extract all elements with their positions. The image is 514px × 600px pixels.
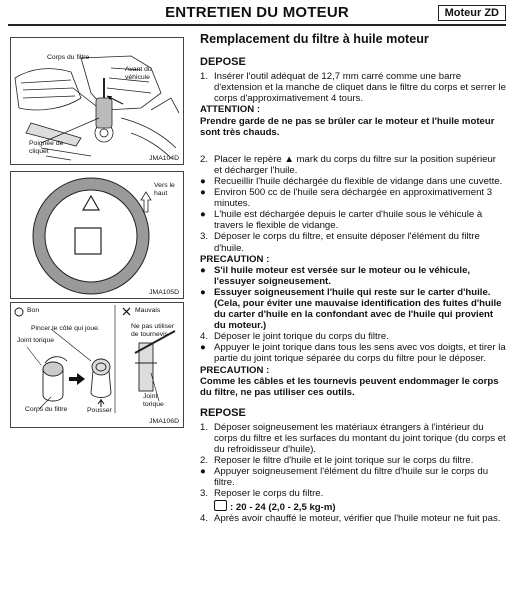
item-number: 4.	[200, 331, 209, 343]
label-ratchet-handle: Poignée de cliquet	[29, 140, 64, 155]
list-item-note	[200, 298, 506, 331]
bullet-icon: ●	[200, 264, 206, 276]
figure-ref: JMA104D	[149, 155, 179, 162]
label-oring-2: Joint torique	[143, 393, 164, 408]
list-item	[200, 187, 506, 209]
item-text: L'huile est déchargée depuis le carter d'huile sous le véhicule à travers le flexible de vidange.	[214, 209, 483, 232]
bullet-icon: ●	[200, 209, 206, 221]
label-good: Bon	[27, 307, 40, 314]
list-item	[200, 287, 506, 298]
item-text: S'il huile moteur est versée sur le moteur ou le véhicule, l'essuyer soigneusement.	[214, 264, 471, 287]
list-item	[200, 265, 506, 287]
list-item	[200, 209, 506, 231]
torque-wrench-icon	[214, 500, 227, 511]
page-title: ENTRETIEN DU MOTEUR	[165, 4, 349, 21]
item-text: Après avoir chauffé le moteur, vérifier que l'huile moteur ne fuit pas.	[214, 512, 501, 524]
item-number: 2.	[200, 455, 209, 467]
label-push: Pousser	[87, 407, 112, 414]
label-filter-body: Corps du filtre	[47, 54, 90, 61]
precaution-text: Comme les câbles et les tournevis peuvent endommager le corps du filtre, ne pas utiliser ces outils.	[200, 375, 499, 398]
item-text: Appuyer le joint torique dans tous les sens avec vos doigts, et tirer la partie du joint torique séparée du corps du filtre pour le déposer.	[214, 342, 506, 365]
attention-heading: ATTENTION :	[200, 104, 261, 116]
precaution-heading: PRECAUTION :	[200, 253, 270, 265]
label-bad: Mauvais	[135, 307, 161, 314]
section-title: Remplacement du filtre à huile moteur	[200, 32, 429, 46]
attention-text: Prendre garde de ne pas se brûler car le moteur et l'huile moteur sont très chauds.	[200, 115, 495, 138]
page-header	[8, 4, 506, 26]
item-number: 4.	[200, 512, 209, 524]
figure-oring-removal	[10, 302, 184, 428]
item-text: Environ 500 cc de l'huile sera déchargée en approximativement 3 minutes.	[214, 187, 493, 210]
list-item	[200, 488, 506, 499]
bullet-icon: ●	[200, 342, 206, 354]
list-item	[200, 455, 506, 466]
depose-heading: DEPOSE	[200, 56, 246, 69]
item-text: Essuyer soigneusement l'huile qui reste sur le carter d'huile.	[214, 286, 491, 298]
list-item	[200, 71, 506, 104]
torque-value: : 20 - 24 (2,0 - 2,5 kg-m)	[230, 501, 336, 513]
list-item	[200, 176, 506, 187]
item-text: Reposer le corps du filtre.	[214, 488, 324, 500]
item-text: Appuyer soigneusement l'élément du filtre d'huile sur le corps du filtre.	[214, 466, 489, 489]
item-text: Recueillir l'huile déchargée du flexible de vidange dans une cuvette.	[214, 175, 503, 187]
item-number: 1.	[200, 421, 209, 433]
precaution-heading: PRECAUTION :	[200, 364, 270, 376]
item-text: (Cela, pour éviter une mauvaise identification des fuites d'huile du carter d'huile en la confondant avec de l'huile qui provient du moteur.)	[214, 297, 502, 332]
procedure-column	[200, 34, 506, 524]
bullet-icon: ●	[200, 466, 206, 478]
list-item	[200, 231, 506, 253]
label-no-screwdriver: Ne pas utiliser de tournevis	[131, 323, 175, 338]
list-item	[200, 154, 506, 176]
item-number: 3.	[200, 231, 209, 243]
list-item	[200, 342, 506, 364]
figure-ref: JMA106D	[149, 418, 179, 425]
repose-heading: REPOSE	[200, 406, 246, 419]
bullet-icon: ●	[200, 175, 206, 187]
item-number: 2.	[200, 153, 209, 165]
list-item	[200, 513, 506, 524]
item-number: 1.	[200, 71, 209, 83]
bullet-icon: ●	[200, 187, 206, 199]
item-text: Insérer l'outil adéquat de 12,7 mm carré comme une barre d'extension et la manche de cliquet dans le filtre du corps et serrer le corps d'approximativement 4 tours.	[214, 71, 506, 105]
bullet-icon: ●	[200, 286, 206, 298]
figure-filter-body	[10, 171, 184, 299]
figure-engine-compartment	[10, 37, 184, 165]
figure-ref: JMA105D	[149, 289, 179, 296]
engine-tag: Moteur ZD	[438, 5, 506, 21]
label-pinch: Pincer le côté qui joue.	[31, 325, 100, 332]
item-number: 3.	[200, 488, 209, 500]
item-text: Reposer le filtre d'huile et le joint torique sur le corps du filtre.	[214, 455, 474, 467]
label-vehicle-front: Avant du véhicule	[125, 66, 152, 81]
torque-spec	[200, 500, 506, 513]
list-item	[200, 422, 506, 455]
item-text: Placer le repère ▲ mark du corps du filtre sur la position supérieur et décharger l'huile.	[214, 153, 496, 176]
list-item	[200, 466, 506, 488]
list-item	[200, 331, 506, 342]
item-text: Déposer soigneusement les matériaux étrangers à l'intérieur du corps du filtre et les surfaces du montant du joint torique (du corps et du refroidisseur d'huile).	[214, 421, 506, 456]
item-text: Déposer le corps du filtre, et ensuite déposer l'élément du filtre d'huile.	[214, 231, 480, 254]
label-up: Vers le haut	[154, 182, 175, 197]
label-filter-body: Corps du filtre	[25, 406, 68, 413]
label-oring: Joint torique	[17, 337, 55, 344]
item-text: Déposer le joint torique du corps du filtre.	[214, 331, 389, 343]
